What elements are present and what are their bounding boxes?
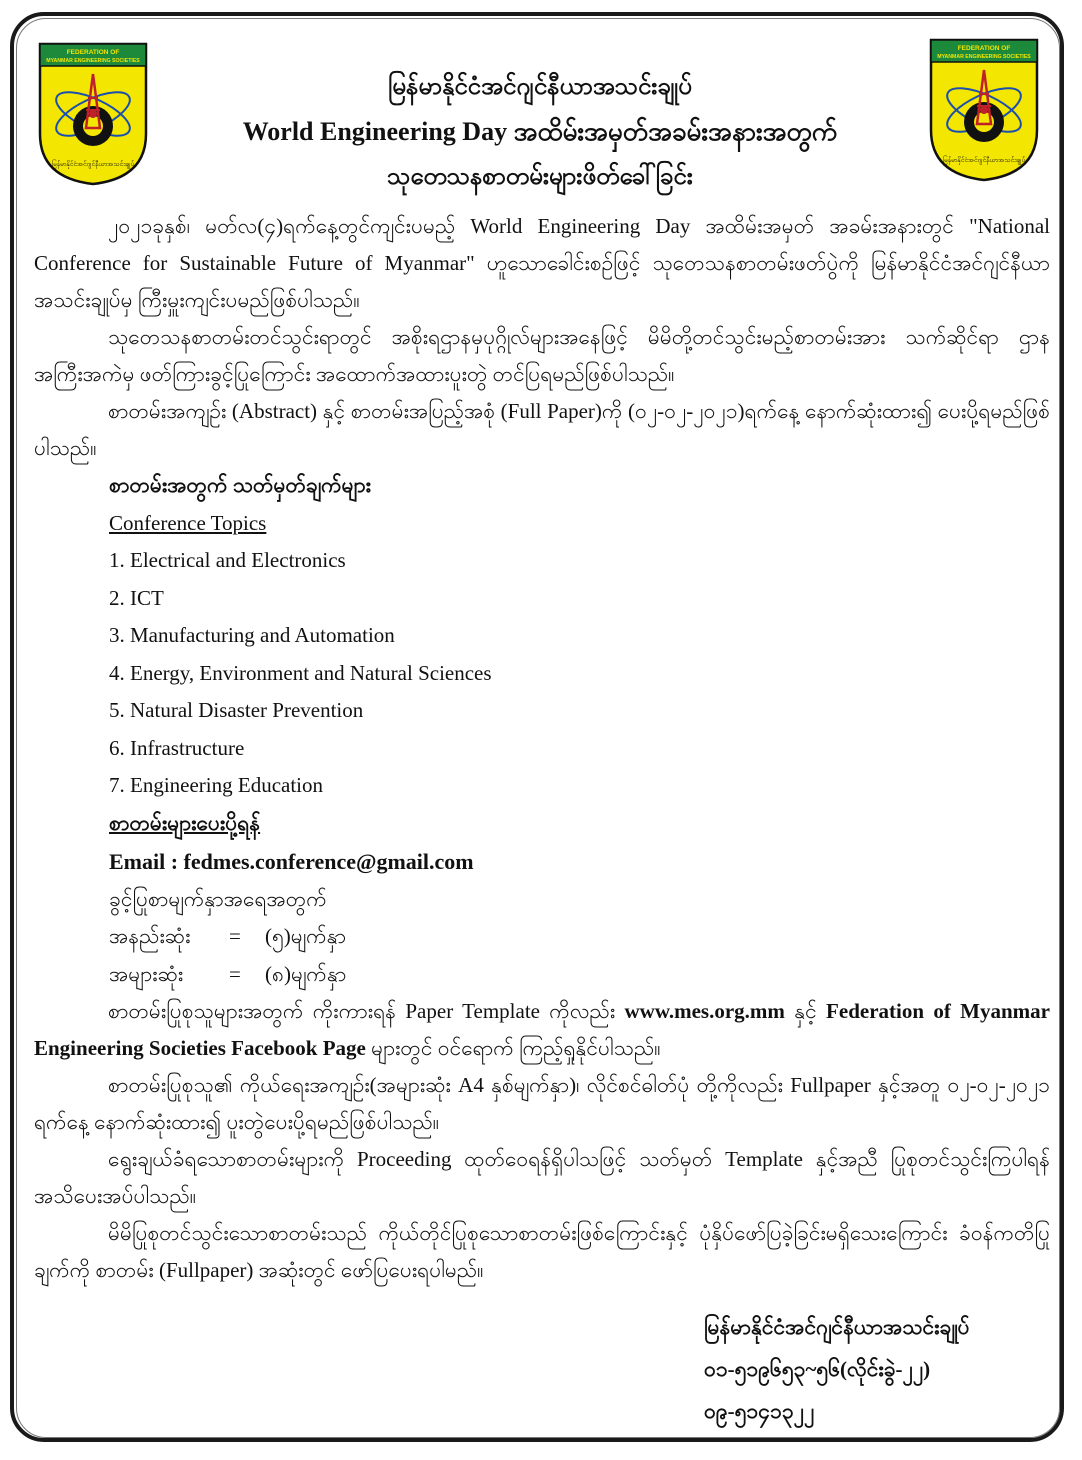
page-count-title: ခွင့်ပြုစာမျက်နှာအရေအတွက်	[109, 886, 327, 911]
max-label: အများဆုံး	[109, 961, 184, 986]
topic-item: 2. ICT	[109, 585, 164, 610]
page-count-max	[34, 956, 1050, 994]
logo-bottom-text: မြန်မာနိုင်ငံအင်ဂျင်နီယာအသင်းချုပ်	[51, 160, 135, 168]
paragraph-intro: ၂၀၂၁ခုနှစ်၊ မတ်လ(၄)ရက်နေ့တွင်ကျင်းပမည့် World Engineering Day အထိမ်းအမှတ် အခမ်းအနားတွင် "National Conference for Sustainable Future of Myanmar" ဟူသောခေါင်းစဉ်ဖြင့် သုတေသနစာတမ်းဖတ်ပွဲကို မြန်မာနိုင်ငံအင်ဂျင်နီယာအသင်းချုပ်မှ ကြီးမှူးကျင်းပမည်ဖြစ်ပါသည်။	[34, 214, 1050, 312]
template-text-c: နှင့်	[784, 999, 827, 1023]
paragraph-template	[34, 993, 1050, 1067]
website-link[interactable]: www.mes.org.mm	[624, 999, 785, 1023]
document-body	[34, 208, 1050, 1289]
logo-bottom-text-right: မြန်မာနိုင်ငံအင်ဂျင်နီယာအသင်းချုပ်	[942, 156, 1026, 164]
conference-topics-heading: Conference Topics	[109, 510, 267, 535]
section-title-requirements: စာတမ်းအတွက် သတ်မှတ်ချက်များ	[109, 473, 371, 497]
max-equals: =	[229, 961, 241, 986]
paragraph-approval: သုတေသနစာတမ်းတင်သွင်းရာတွင် အစိုးရဌာနမှပုဂ္ဂိုလ်များအနေဖြင့် မိမိတို့တင်သွင်းမည့်စာတမ်းအား သက်ဆိုင်ရာ ဌာနအကြီးအကဲမှ ဖတ်ကြားခွင့်ပြုကြောင်း အထောက်အထားပူးတွဲ တင်ပြရမည်ဖြစ်ပါသည်။	[34, 325, 1050, 386]
federation-logo-left	[34, 38, 152, 188]
header-org-title: မြန်မာနိုင်ငံအင်ဂျင်နီယာအသင်းချုပ်	[388, 74, 692, 100]
paragraph-biography: စာတမ်းပြုစုသူ၏ ကိုယ်ရေးအကျဉ်း(အများဆုံး A4 နှစ်မျက်နှာ)၊ လိုင်စင်ဓါတ်ပုံ တို့ကိုလည်း Fullpaper နှင့်အတူ ၀၂-၀၂-၂၀၂၁ ရက်နေ့ နောက်ဆုံးထား၍ ပူးတွဲပေးပို့ရမည်ဖြစ်ပါသည်။	[34, 1073, 1050, 1134]
template-text-a: စာတမ်းပြုစုသူများအတွက် ကိုးကားရန် Paper Template ကိုလည်း	[108, 999, 625, 1023]
paragraph-deadline: စာတမ်းအကျဉ်း (Abstract) နှင့် စာတမ်းအပြည့်အစုံ (Full Paper)ကို (၀၂-၀၂-၂၀၂၁)ရက်နေ့ နောက်ဆုံးထား၍ ပေးပို့ရမည်ဖြစ်ပါသည်။	[34, 399, 1050, 460]
topic-item: 5. Natural Disaster Prevention	[109, 698, 364, 722]
signature-phone-2: ၀၉-၅၁၄၁၃၂၂	[704, 1399, 815, 1423]
min-label: အနည်းဆုံး	[109, 924, 191, 948]
paragraph-declaration: မိမိပြုစုတင်သွင်းသောစာတမ်းသည် ကိုယ်တိုင်ပြုစုသောစာတမ်းဖြစ်ကြောင်းနှင့် ပုံနှိပ်ဖော်ပြခဲ့ခြင်းမရှိသေးကြောင်း ခံဝန်ကတိပြုချက်ကို စာတမ်း (Fullpaper) အဆုံးတွင် ဖော်ပြပေးရပါမည်။	[34, 1221, 1050, 1282]
signature-org: မြန်မာနိုင်ငံအင်ဂျင်နီယာအသင်းချုပ်	[704, 1315, 970, 1339]
header-call-for-papers: သုတေသနစာတမ်းများဖိတ်ခေါ်ခြင်း	[387, 164, 693, 190]
page-count-min	[34, 918, 1050, 956]
signature-block	[704, 1306, 970, 1432]
logo-top-text-right: FEDERATION OF	[957, 45, 1011, 52]
submission-email[interactable]: Email : fedmes.conference@gmail.com	[109, 849, 474, 874]
signature-phone-1: ၀၁-၅၁၉၆၅၃~၅၆(လိုင်းခွဲ-၂၂)	[704, 1357, 931, 1381]
logo-top-text-2: MYANMAR ENGINEERING SOCIETIES	[46, 58, 140, 64]
facebook-page-link[interactable]: Federation of Myanmar Engineering Societies Facebook Page	[34, 999, 1050, 1060]
federation-logo-right	[925, 34, 1043, 184]
topic-item: 3. Manufacturing and Automation	[109, 623, 395, 647]
topic-item: 4. Energy, Environment and Natural Sciences	[109, 660, 492, 685]
paragraph-proceeding: ရွေးချယ်ခံရသောစာတမ်းများကို Proceeding ထုတ်ဝေရန်ရှိပါသဖြင့် သတ်မှတ် Template နှင့်အညီ ပြုစုတင်သွင်းကြပါရန် အသိပေးအပ်ပါသည်။	[34, 1147, 1050, 1208]
topic-item: 6. Infrastructure	[109, 735, 245, 760]
logo-top-text-2-right: MYANMAR ENGINEERING SOCIETIES	[937, 54, 1031, 60]
logo-top-text: FEDERATION OF	[66, 49, 120, 56]
max-value: (၈)မျက်နှာ	[265, 961, 347, 986]
topic-item: 7. Engineering Education	[109, 773, 324, 797]
header-event-title: World Engineering Day အထိမ်းအမှတ်အခမ်းအနားအတွက်	[242, 117, 838, 146]
template-text-e: များတွင် ဝင်ရောက် ကြည့်ရှုနိုင်ပါသည်။	[365, 1036, 661, 1060]
min-equals: =	[229, 924, 241, 948]
section-title-submission: စာတမ်းများပေးပို့ရန်	[109, 810, 261, 835]
min-value: (၅)မျက်နှာ	[265, 924, 347, 948]
topic-item: 1. Electrical and Electronics	[109, 548, 346, 572]
